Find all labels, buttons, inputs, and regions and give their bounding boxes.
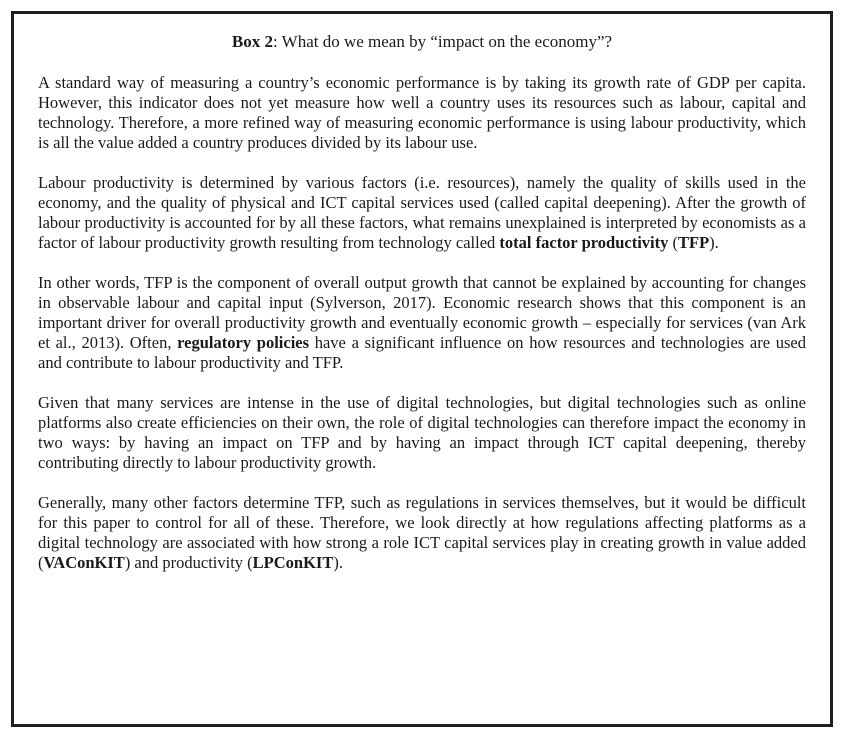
text-segment: ). — [709, 233, 719, 252]
text-segment: ). — [333, 553, 343, 572]
text-segment: Generally, many other factors determine TFP, such as regulations in services themselves, but it would be difficult for this paper to control for all of these. Therefore, we look directly at how regulations affecting platforms as a digital technology are associated with how strong a role ICT capital services play in creating growth in value added ( — [38, 493, 806, 572]
term-total-factor-productivity: total factor productivity — [499, 233, 669, 252]
text-segment: A standard way of measuring a country’s economic performance is by taking its growth rate of GDP per capita. However, this indicator does not yet measure how well a country uses its resources such as labour, capital and technology. Therefore, a more refined way of measuring economic performance is using labour productivity, which is all the value added a country produces divided by its labour use. — [38, 73, 806, 152]
paragraph-regulations-platforms — [38, 493, 806, 573]
paragraph-tfp-definition — [38, 273, 806, 373]
paragraph-digital-technologies — [38, 393, 806, 473]
term-regulatory-policies: regulatory policies — [177, 333, 310, 352]
text-segment: ( — [668, 233, 678, 252]
text-box — [11, 11, 833, 727]
term-vaconkit: VAConKIT — [43, 553, 125, 572]
term-tfp: TFP — [678, 233, 710, 252]
text-segment: ) and productivity ( — [124, 553, 253, 572]
paragraph-gdp-measurement — [38, 73, 806, 153]
text-segment: Labour productivity is determined by various factors (i.e. resources), namely the quality of skills used in the economy, and the quality of physical and ICT capital services used (called capital deepening). After the growth of labour productivity is accounted for by all these factors, what remains unexplained is interpreted by economists as a factor of labour productivity growth resulting from technology called — [38, 173, 806, 252]
box-label: Box 2 — [231, 32, 273, 51]
box-title — [38, 32, 806, 52]
paragraph-labour-productivity — [38, 173, 806, 253]
term-lpconkit: LPConKIT — [252, 553, 334, 572]
box-title-text: : What do we mean by “impact on the economy”? — [272, 32, 613, 51]
text-segment: have a significant influence on how resources and technologies are used and contribute to labour productivity and TFP. — [38, 333, 806, 372]
text-segment: In other words, TFP is the component of overall output growth that cannot be explained by accounting for changes in observable labour and capital input (Sylverson, 2017). Economic research shows that this component is an important driver for overall productivity growth and eventually economic growth – especially for services (van Ark et al., 2013). Often, — [38, 273, 806, 352]
text-segment: Given that many services are intense in the use of digital technologies, but digital technologies such as online platforms also create efficiencies on their own, the role of digital technologies can therefore impact the economy in two ways: by having an impact on TFP and by having an impact through ICT capital deepening, thereby contributing directly to labour productivity growth. — [38, 393, 806, 472]
